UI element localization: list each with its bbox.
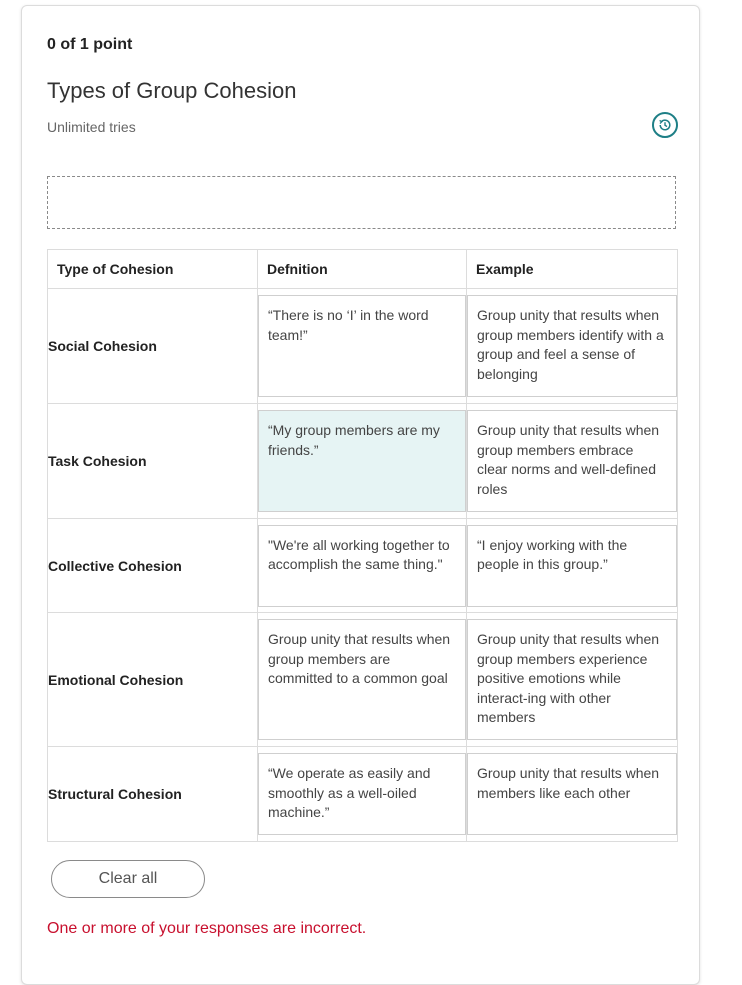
history-button[interactable] — [652, 112, 678, 138]
example-slot[interactable] — [467, 404, 678, 519]
example-slot[interactable] — [467, 519, 678, 613]
example-tile[interactable]: Group unity that results when group members identify with a group and feel a sense of belonging — [467, 295, 677, 397]
table-row — [48, 519, 678, 613]
example-slot[interactable] — [467, 747, 678, 842]
example-tile[interactable]: Group unity that results when group members embrace clear norms and well-defined roles — [467, 410, 677, 512]
table-header-row — [48, 250, 678, 289]
column-header-definition: Defnition — [258, 250, 467, 289]
score-label: 0 of 1 point — [47, 36, 133, 53]
cohesion-table — [47, 249, 678, 842]
column-header-example: Example — [467, 250, 678, 289]
definition-tile-selected[interactable]: “My group members are my friends.” — [258, 410, 466, 512]
history-icon — [658, 118, 672, 132]
example-tile[interactable]: Group unity that results when members like each other — [467, 753, 677, 835]
example-tile[interactable]: “I enjoy working with the people in this group.” — [467, 525, 677, 607]
definition-slot[interactable] — [258, 519, 467, 613]
definition-tile[interactable]: "We're all working together to accomplish the same thing." — [258, 525, 466, 607]
example-tile[interactable]: Group unity that results when group members experience positive emotions while interact-ing with other members — [467, 619, 677, 740]
question-card — [21, 5, 700, 985]
cohesion-type-label: Structural Cohesion — [48, 747, 258, 842]
column-header-type: Type of Cohesion — [48, 250, 258, 289]
definition-slot[interactable] — [258, 613, 467, 747]
example-slot[interactable] — [467, 613, 678, 747]
cohesion-type-label: Emotional Cohesion — [48, 613, 258, 747]
definition-tile[interactable]: “There is no ‘I’ in the word team!” — [258, 295, 466, 397]
answer-dropzone[interactable] — [47, 176, 676, 229]
table-row — [48, 289, 678, 404]
feedback-message: One or more of your responses are incorrect. — [47, 920, 367, 937]
clear-all-button[interactable]: Clear all — [51, 860, 205, 898]
definition-slot[interactable] — [258, 289, 467, 404]
question-title: Types of Group Cohesion — [47, 78, 297, 103]
cohesion-type-label: Social Cohesion — [48, 289, 258, 404]
tries-label: Unlimited tries — [47, 119, 136, 135]
table-row — [48, 613, 678, 747]
cohesion-type-label: Collective Cohesion — [48, 519, 258, 613]
definition-tile[interactable]: Group unity that results when group members are committed to a common goal — [258, 619, 466, 740]
definition-slot[interactable] — [258, 747, 467, 842]
cohesion-type-label: Task Cohesion — [48, 404, 258, 519]
definition-tile[interactable]: “We operate as easily and smoothly as a well-oiled machine.” — [258, 753, 466, 835]
example-slot[interactable] — [467, 289, 678, 404]
table-row — [48, 404, 678, 519]
table-row — [48, 747, 678, 842]
definition-slot[interactable] — [258, 404, 467, 519]
